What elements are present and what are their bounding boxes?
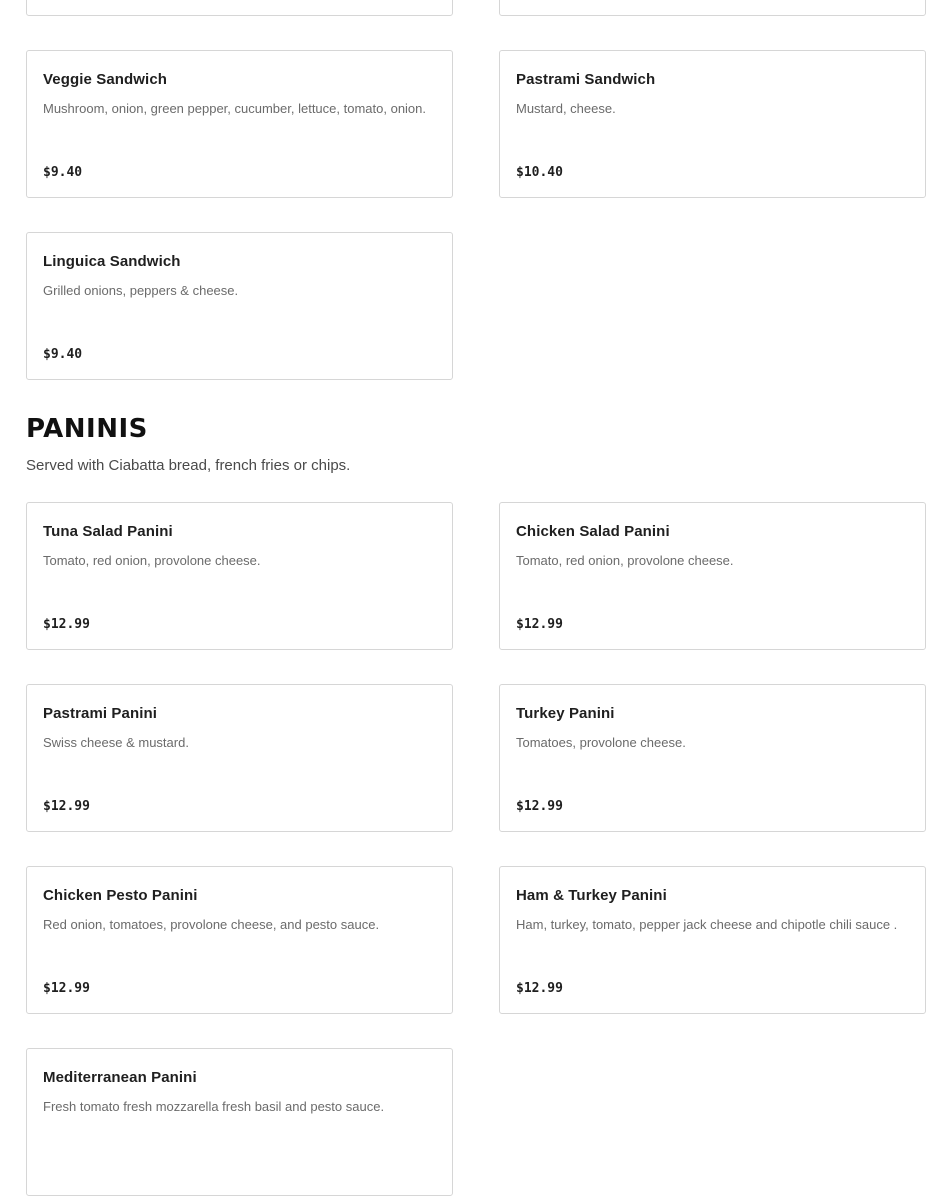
menu-item-price: $10.40 <box>516 165 563 180</box>
menu-item-price: $12.99 <box>43 617 90 632</box>
menu-item-name: Pastrami Panini <box>43 705 158 722</box>
menu-item-description: Ham, turkey, tomato, pepper jack cheese and chipotle chili sauce . <box>516 917 898 932</box>
menu-item-card[interactable] <box>499 684 926 832</box>
menu-item-description: Tomato, red onion, provolone cheese. <box>43 553 261 568</box>
menu-item-name: Mediterranean Panini <box>43 1069 197 1086</box>
menu-item-card[interactable] <box>26 232 453 380</box>
menu-item-card[interactable] <box>499 502 926 650</box>
menu-item-price: $12.99 <box>516 617 563 632</box>
menu-item-price: $9.40 <box>43 347 83 362</box>
menu-item-card[interactable] <box>26 0 453 16</box>
menu-item-card[interactable] <box>499 0 926 16</box>
menu-item-card[interactable] <box>499 866 926 1014</box>
menu-item-description: Grilled onions, peppers & cheese. <box>43 283 239 298</box>
menu-item-name: Veggie Sandwich <box>43 71 168 88</box>
menu-item-card[interactable] <box>26 50 453 198</box>
menu-item-card[interactable] <box>26 684 453 832</box>
menu-item-price: $12.99 <box>43 981 90 996</box>
menu-item-name: Chicken Salad Panini <box>516 523 670 540</box>
menu-item-description: Red onion, tomatoes, provolone cheese, and pesto sauce. <box>43 917 380 932</box>
menu-item-card[interactable] <box>499 50 926 198</box>
menu-item-description: Fresh tomato fresh mozzarella fresh basil and pesto sauce. <box>43 1099 385 1114</box>
menu-item-name: Chicken Pesto Panini <box>43 887 198 904</box>
menu-item-card[interactable] <box>26 866 453 1014</box>
menu-item-price: $9.40 <box>43 165 83 180</box>
menu-item-price: $12.99 <box>516 799 563 814</box>
menu-item-description: Tomato, red onion, provolone cheese. <box>516 553 734 568</box>
menu-item-description: Swiss cheese & mustard. <box>43 735 189 750</box>
menu-item-card[interactable] <box>26 502 453 650</box>
section-title: PANINIS <box>26 414 148 444</box>
menu-item-name: Ham & Turkey Panini <box>516 887 667 904</box>
menu-item-price: $12.99 <box>516 981 563 996</box>
menu-item-price: $12.99 <box>43 799 90 814</box>
menu-item-name: Pastrami Sandwich <box>516 71 656 88</box>
menu-item-description: Mustard, cheese. <box>516 101 616 116</box>
menu-item-name: Turkey Panini <box>516 705 615 722</box>
menu-item-description: Tomatoes, provolone cheese. <box>516 735 686 750</box>
menu-item-description: Mushroom, onion, green pepper, cucumber, lettuce, tomato, onion. <box>43 101 427 116</box>
section-subtitle: Served with Ciabatta bread, french fries or chips. <box>26 457 351 474</box>
menu-item-card[interactable] <box>26 1048 453 1196</box>
menu-item-name: Tuna Salad Panini <box>43 523 173 540</box>
menu-item-name: Linguica Sandwich <box>43 253 181 270</box>
